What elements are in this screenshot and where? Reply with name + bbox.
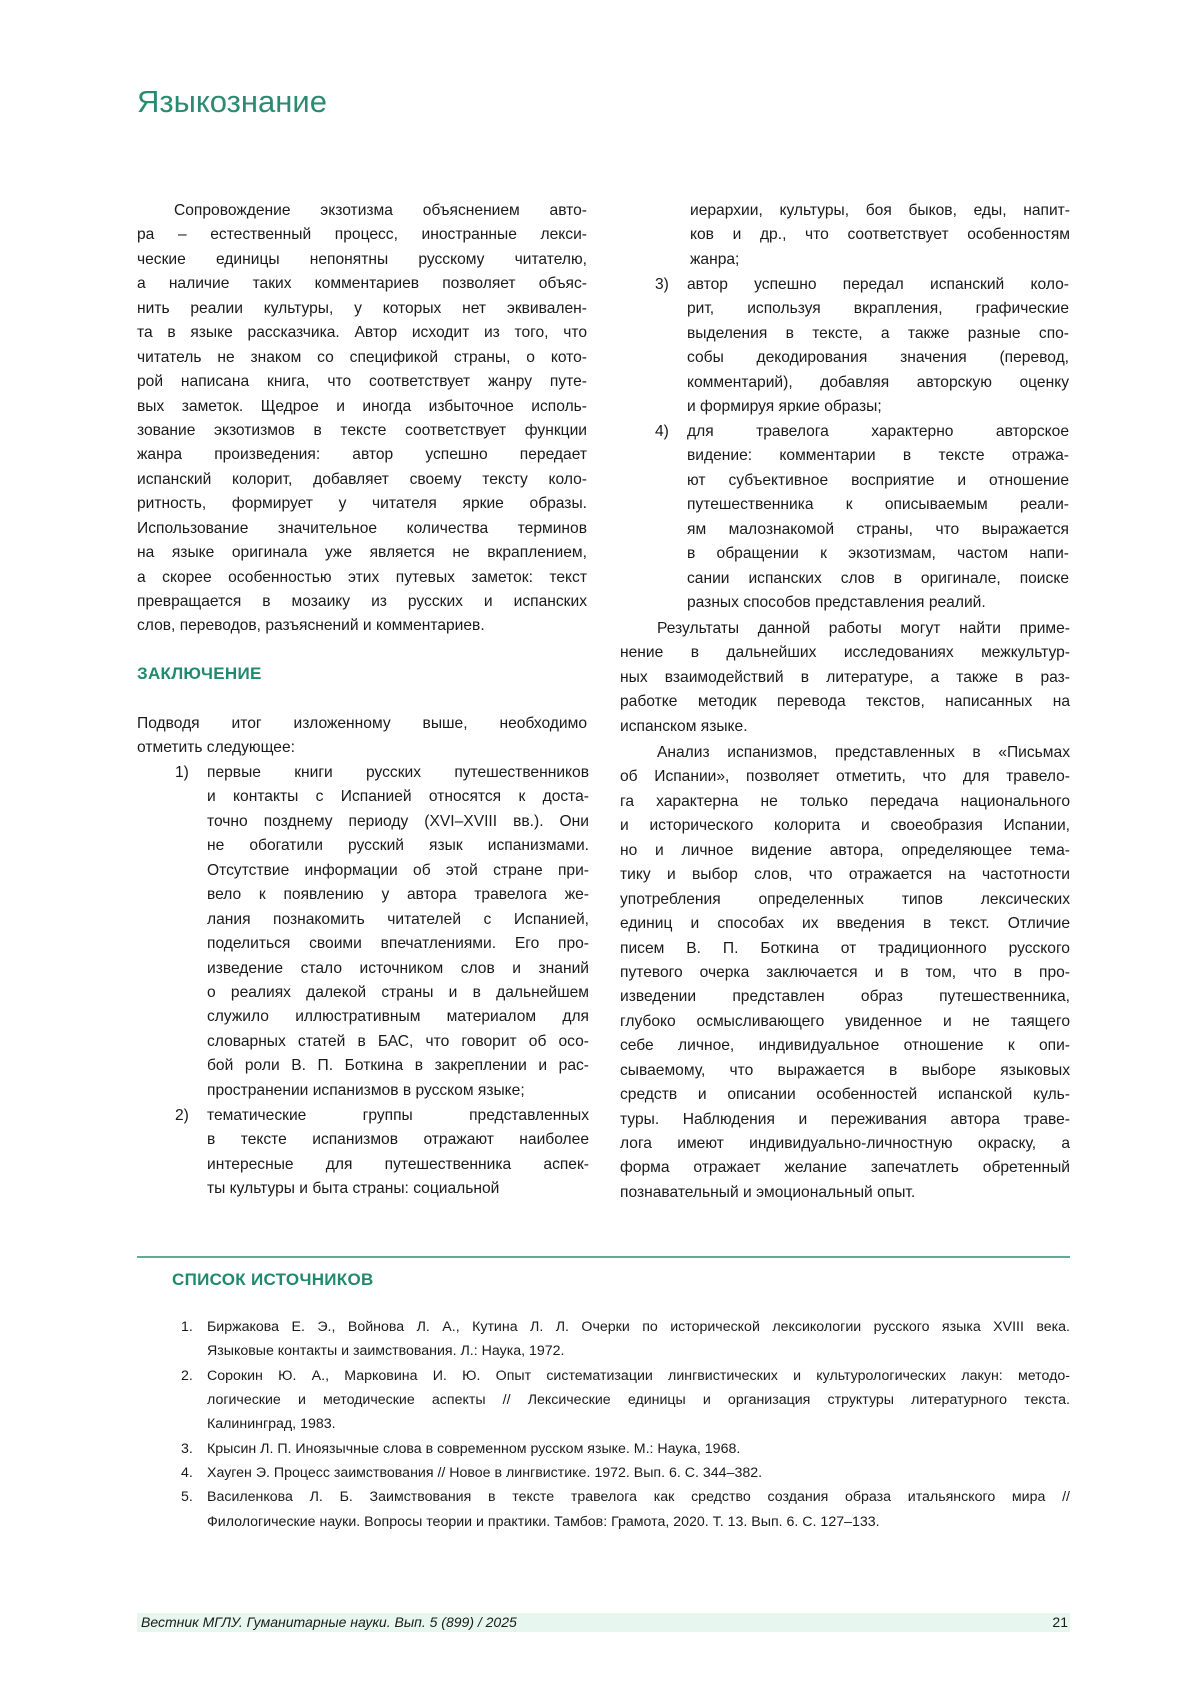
reference-item — [181, 1485, 1070, 1534]
text-line: нение в дальнейших исследованиях межкультур- — [620, 641, 1070, 665]
text-line: об Испании», позволяет отметить, что для травело- — [620, 765, 1070, 789]
text-line: не обогатили русский язык испанизмами. — [207, 834, 589, 858]
text-line: ют субъективное восприятие и отношение — [687, 469, 1069, 493]
references-heading: СПИСОК ИСТОЧНИКОВ — [172, 1270, 374, 1290]
text-line: та в языке рассказчика. Автор исходит из того, что — [137, 321, 587, 345]
paragraph-intro — [137, 199, 587, 639]
conclusion-heading: ЗАКЛЮЧЕНИЕ — [137, 664, 262, 684]
page-footer — [137, 1613, 1070, 1632]
text-line: ческие единицы непонятны русскому читателю, — [137, 248, 587, 272]
text-line: и исторического колорита и своеобразия Испании, — [620, 814, 1070, 838]
paragraph-conclusion-lead — [137, 712, 587, 761]
text-line: ных взаимодействий в литературе, а также в раз- — [620, 666, 1070, 690]
reference-item — [181, 1315, 1070, 1364]
text-line: и формируя яркие образы; — [687, 395, 1069, 419]
reference-item — [181, 1461, 1070, 1485]
text-line: интересные для путешественника аспек- — [207, 1153, 589, 1177]
text-line: Василенкова Л. Б. Заимствования в тексте травелога как средство создания образа итальянского мира // — [207, 1485, 1070, 1509]
list-number: 2) — [175, 1104, 189, 1128]
text-line: рой написана книга, что соответствует жанру путе- — [137, 370, 587, 394]
text-line: форма отражает желание запечатлеть обретенный — [620, 1156, 1070, 1180]
text-line: собы декодирования значения (перевод, — [687, 346, 1069, 370]
text-line: словарных статей в БАС, что говорит об осо- — [207, 1030, 589, 1054]
text-line: писем В. П. Боткина от традиционного русского — [620, 937, 1070, 961]
text-line: а скорее особенностью этих путевых заметок: текст — [137, 566, 587, 590]
text-line: употребления определенных типов лексических — [620, 888, 1070, 912]
text-line: познавательный и эмоциональный опыт. — [620, 1181, 1070, 1205]
text-line: средств и описании особенностей испанской куль- — [620, 1083, 1070, 1107]
text-line: лания познакомить читателей с Испанией, — [207, 908, 589, 932]
text-line: сании испанских слов в оригинале, поиске — [687, 567, 1069, 591]
text-line: тику и выбор слов, что отражается на частотности — [620, 863, 1070, 887]
text-line: путешественника к описываемым реали- — [687, 493, 1069, 517]
text-line: логические и методические аспекты // Лексические единицы и организация структуры литературного текста. — [207, 1388, 1070, 1412]
text-line: ям малознакомой страны, что выражается — [687, 518, 1069, 542]
text-line: иерархии, культуры, боя быков, еды, напит- — [690, 199, 1070, 223]
text-line: изведение стало источником слов и знаний — [207, 957, 589, 981]
paragraph-analysis — [620, 741, 1070, 1205]
text-line: глубоко осмысливающего увиденное и не таящего — [620, 1010, 1070, 1034]
list-number: 1) — [175, 761, 189, 785]
reference-number: 5. — [181, 1485, 193, 1509]
text-line: жанра произведения: автор успешно передает — [137, 443, 587, 467]
list-item-text — [207, 1104, 589, 1202]
list-item-2-continued — [690, 199, 1070, 272]
reference-number: 3. — [181, 1437, 193, 1461]
text-line: о реалиях далекой страны и в дальнейшем — [207, 981, 589, 1005]
text-line: себе личное, индивидуальное отношение к опи- — [620, 1034, 1070, 1058]
reference-number: 4. — [181, 1461, 193, 1485]
text-line: выделения в тексте, а также разные спо- — [687, 322, 1069, 346]
text-line: вело к появлению у автора травелога же- — [207, 883, 589, 907]
section-title: Языкознание — [137, 84, 327, 120]
text-line: Отсутствие информации об этой стране при- — [207, 859, 589, 883]
text-line: на языке оригинала уже является не вкраплением, — [137, 541, 587, 565]
references-divider — [137, 1256, 1070, 1258]
text-line: Результаты данной работы могут найти приме- — [620, 617, 1070, 641]
text-line: Хауген Э. Процесс заимствования // Новое в лингвистике. 1972. Вып. 6. С. 344–382. — [207, 1461, 1070, 1485]
list-item-text — [207, 761, 589, 1103]
text-line: автор успешно передал испанский коло- — [687, 273, 1069, 297]
paragraph-results — [620, 617, 1070, 739]
text-line: пространении испанизмов в русском языке; — [207, 1079, 589, 1103]
text-line: для травелога характерно авторское — [687, 420, 1069, 444]
references-list — [181, 1315, 1070, 1534]
list-number: 4) — [655, 420, 669, 444]
text-line: Филологические науки. Вопросы теории и практики. Тамбов: Грамота, 2020. Т. 13. Вып. 6. С. 127–133. — [207, 1510, 1070, 1534]
text-line: ра – естественный процесс, иностранные лекси- — [137, 223, 587, 247]
reference-item — [181, 1364, 1070, 1437]
text-line: туры. Наблюдения и переживания автора траве- — [620, 1108, 1070, 1132]
text-line: Крысин Л. П. Иноязычные слова в современном русском языке. М.: Наука, 1968. — [207, 1437, 1070, 1461]
text-line: ты культуры и быта страны: социальной — [207, 1177, 589, 1201]
text-line: лога имеют индивидуально-личностную окраску, а — [620, 1132, 1070, 1156]
text-line: изведении представлен образ путешественника, — [620, 985, 1070, 1009]
text-line: а наличие таких комментариев позволяет объяс- — [137, 272, 587, 296]
text-line: комментарий), добавляя авторскую оценку — [687, 371, 1069, 395]
text-line: ков и др., что соответствует особенностям — [690, 223, 1070, 247]
list-item-text — [687, 420, 1069, 616]
reference-item — [181, 1437, 1070, 1461]
text-line: испанском языке. — [620, 715, 1070, 739]
text-line: работке методик перевода текстов, написанных на — [620, 690, 1070, 714]
text-line: разных способов представления реалий. — [687, 591, 1069, 615]
text-line: Калининград, 1983. — [207, 1412, 1070, 1436]
text-line: сываемому, что выражается в выборе языковых — [620, 1059, 1070, 1083]
reference-number: 1. — [181, 1315, 193, 1339]
text-line: рит, используя вкрапления, графические — [687, 297, 1069, 321]
text-line: зование экзотизмов в тексте соответствует функции — [137, 419, 587, 443]
text-line: первые книги русских путешественников — [207, 761, 589, 785]
text-line: слов, переводов, разъяснений и комментариев. — [137, 614, 587, 638]
text-line: превращается в мозаику из русских и испанских — [137, 590, 587, 614]
text-line: но и личное видение автора, определяющее тема- — [620, 839, 1070, 863]
list-item-text — [687, 273, 1069, 420]
reference-number: 2. — [181, 1364, 193, 1388]
text-line: единиц и способах их введения в текст. Отличие — [620, 912, 1070, 936]
journal-name: Вестник МГЛУ. Гуманитарные науки. Вып. 5 (899) / 2025 — [141, 1613, 517, 1632]
text-line: точно позднему периоду (XVI–XVIII вв.). Они — [207, 810, 589, 834]
list-number: 3) — [655, 273, 669, 297]
text-line: путевого очерка заключается и в том, что в про- — [620, 961, 1070, 985]
text-line: вых заметок. Щедрое и иногда избыточное исполь- — [137, 395, 587, 419]
text-line: Сорокин Ю. А., Марковина И. Ю. Опыт систематизации лингвистических и культурологических лакун: методо- — [207, 1364, 1070, 1388]
text-line: поделиться своими впечатлениями. Его про- — [207, 932, 589, 956]
text-line: служило иллюстративным материалом для — [207, 1005, 589, 1029]
text-line: нить реалии культуры, у которых нет эквивален- — [137, 297, 587, 321]
text-line: Языковые контакты и заимствования. Л.: Наука, 1972. — [207, 1339, 1070, 1363]
text-line: читатель не знаком со спецификой страны, о кото- — [137, 346, 587, 370]
text-line: бой роли В. П. Боткина в закреплении и рас- — [207, 1054, 589, 1078]
text-line: видение: комментарии в тексте отража- — [687, 444, 1069, 468]
text-line: Сопровождение экзотизма объяснением авто- — [137, 199, 587, 223]
text-line: и контакты с Испанией относятся к доста- — [207, 785, 589, 809]
text-line: отметить следующее: — [137, 736, 587, 760]
text-line: ритность, формирует у читателя яркие образы. — [137, 492, 587, 516]
page-number: 21 — [1052, 1613, 1068, 1632]
text-line: га характерна не только передача национального — [620, 790, 1070, 814]
text-line: тематические группы представленных — [207, 1104, 589, 1128]
text-line: испанский колорит, добавляет своему тексту коло- — [137, 468, 587, 492]
text-line: жанра; — [690, 248, 1070, 272]
text-line: Биржакова Е. Э., Войнова Л. А., Кутина Л. Л. Очерки по исторической лексикологии русского языка XVIII века. — [207, 1315, 1070, 1339]
text-line: в тексте испанизмов отражают наиболее — [207, 1128, 589, 1152]
text-line: Подводя итог изложенному выше, необходимо — [137, 712, 587, 736]
text-line: в обращении к экзотизмам, частом напи- — [687, 542, 1069, 566]
text-line: Использование значительное количества терминов — [137, 517, 587, 541]
text-line: Анализ испанизмов, представленных в «Письмах — [620, 741, 1070, 765]
